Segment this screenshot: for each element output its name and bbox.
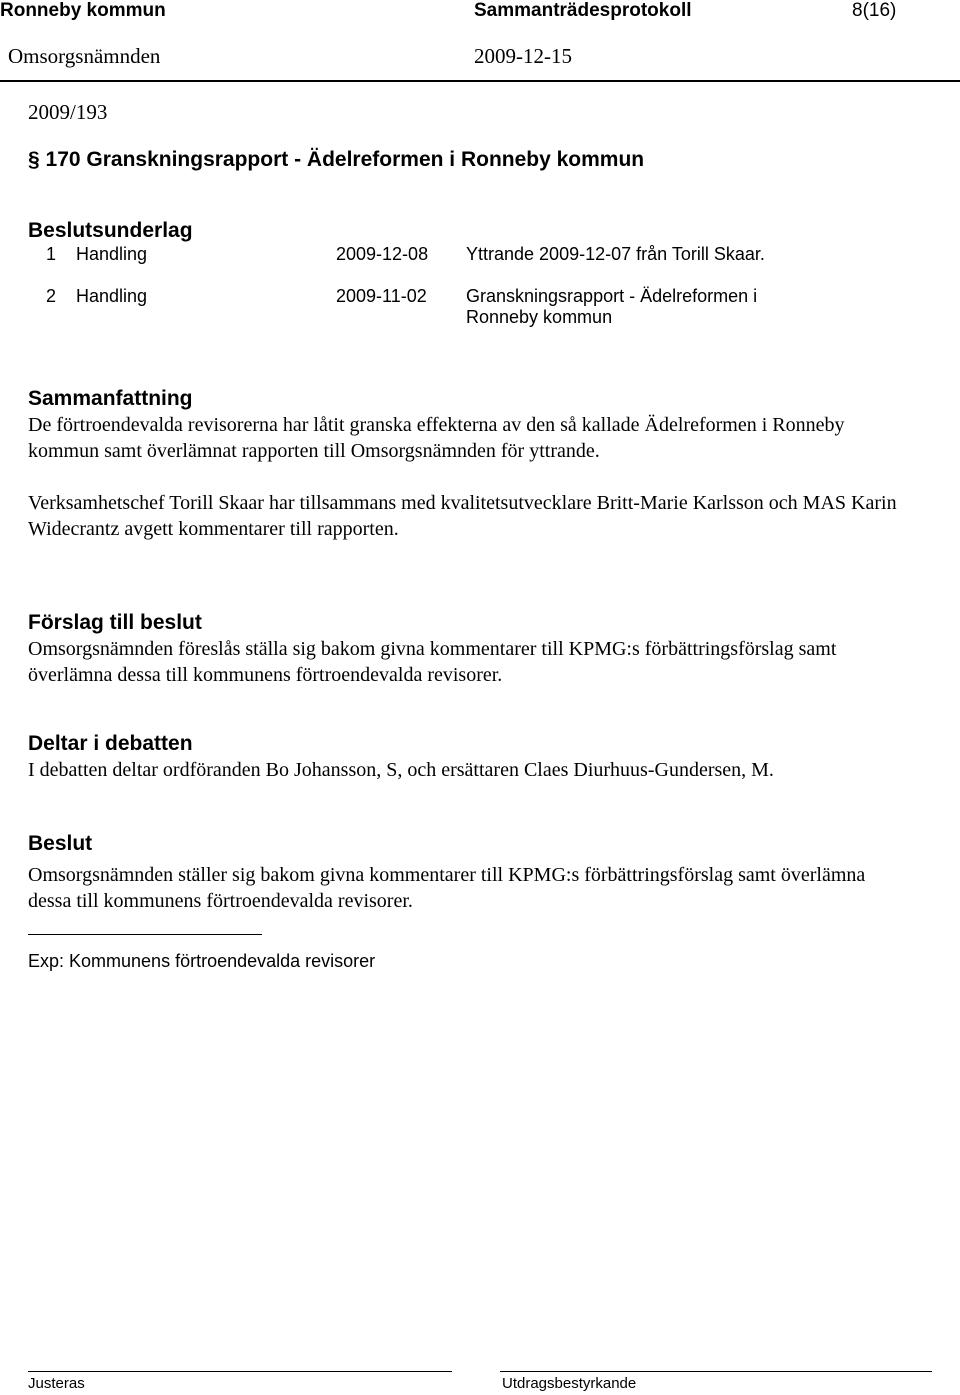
item-date: 2009-12-08 — [336, 244, 429, 264]
header-rule — [0, 80, 960, 82]
item-description: Yttrande 2009-12-07 från Torill Skaar. — [466, 244, 765, 264]
sammanfattning-heading: Sammanfattning — [28, 387, 193, 410]
footer-justeras: Justeras — [28, 1375, 85, 1392]
item-date: 2009-11-02 — [336, 286, 427, 306]
forslag-text: Omsorgsnämnden föreslås ställa sig bakom givna kommentarer till KPMG:s förbättringsförslag samt överlämna dessa till kommunens förtroendevalda revisorer. — [28, 638, 837, 686]
beslutsunderlag-heading: Beslutsunderlag — [28, 219, 193, 242]
paragraph-title: § 170 Granskningsrapport - Ädelreformen i Ronneby kommun — [28, 148, 645, 171]
header-board: Omsorgsnämnden — [8, 44, 161, 68]
debatt-heading: Deltar i debatten — [28, 732, 193, 755]
footer-rule-right — [500, 1371, 932, 1372]
forslag-heading: Förslag till beslut — [28, 611, 202, 634]
beslut-heading: Beslut — [28, 832, 93, 855]
item-type: Handling — [76, 244, 148, 264]
expedition-rule — [28, 934, 262, 935]
item-number: 1 — [46, 244, 57, 264]
item-number: 2 — [46, 286, 57, 306]
footer-utdragsbestyrkande: Utdragsbestyrkande — [502, 1375, 637, 1392]
header-municipality: Ronneby kommun — [0, 0, 166, 21]
item-type: Handling — [76, 286, 148, 306]
header-doc-type: Sammanträdesprotokoll — [474, 0, 692, 21]
beslut-text: Omsorgsnämnden ställer sig bakom givna kommentarer till KPMG:s förbättringsförslag samt överlämna dessa till kommunens förtroendevalda revisorer. — [28, 864, 866, 912]
expedition-text: Exp: Kommunens förtroendevalda revisorer — [28, 951, 376, 971]
footer-rule-left — [28, 1371, 452, 1372]
sammanfattning-paragraph-2: Verksamhetschef Torill Skaar har tillsammans med kvalitetsutvecklare Britt-Marie Karlsson och MAS Karin Widecrantz avgett kommentarer till rapporten. — [28, 492, 897, 540]
header-page-number: 8(16) — [852, 0, 897, 21]
item-description-cont: Ronneby kommun — [466, 307, 613, 327]
header-date: 2009-12-15 — [474, 44, 572, 68]
sammanfattning-paragraph-1: De förtroendevalda revisorerna har låtit granska effekterna av den så kallade Ädelreformen i Ronneby kommun samt överlämnat rapporten till Omsorgsnämnden för yttrande. — [28, 414, 845, 462]
case-number: 2009/193 — [28, 100, 108, 124]
item-description: Granskningsrapport - Ädelreformen i — [466, 286, 758, 306]
debatt-text: I debatten deltar ordföranden Bo Johansson, S, och ersättaren Claes Diurhuus-Gundersen, M. — [28, 759, 774, 781]
